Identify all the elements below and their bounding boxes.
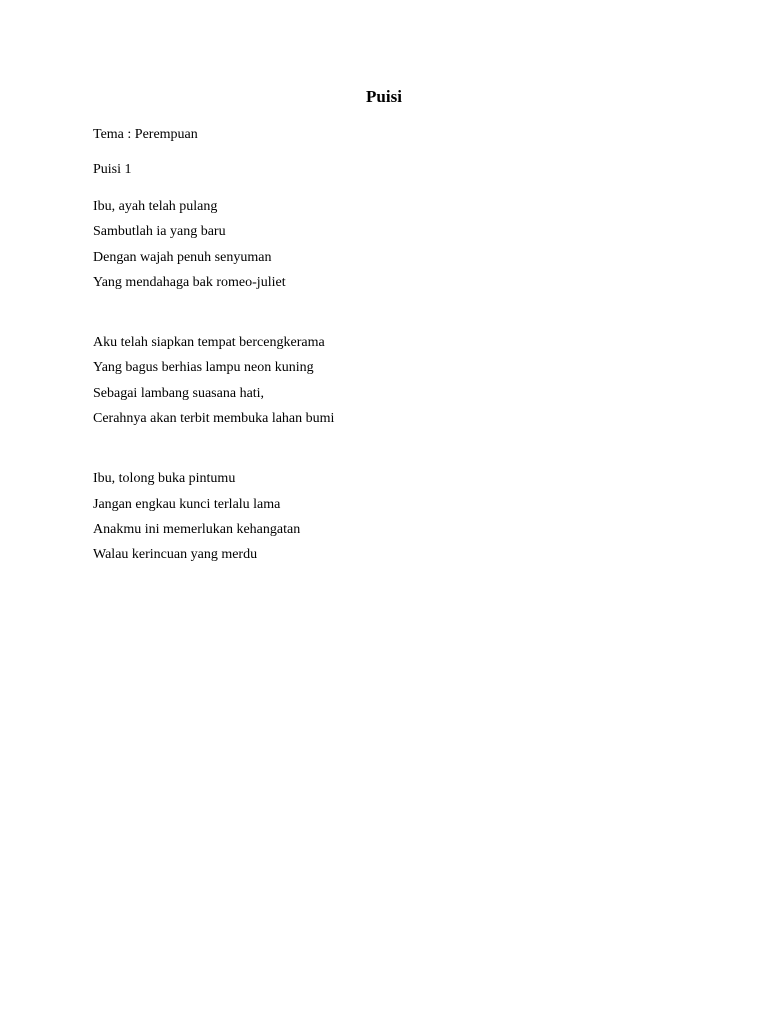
- poem-line: Anakmu ini memerlukan kehangatan: [93, 521, 301, 537]
- poem-line: Dengan wajah penuh senyuman: [93, 249, 272, 265]
- poem-line: Ibu, tolong buka pintumu: [93, 471, 236, 487]
- poem-line: Sambutlah ia yang baru: [93, 224, 226, 240]
- poem-line: Ibu, ayah telah pulang: [93, 199, 218, 214]
- poem-line: Cerahnya akan terbit membuka lahan bumi: [93, 411, 335, 427]
- poem-label: Puisi 1: [93, 162, 132, 177]
- stanza-2: [93, 330, 693, 431]
- poem-line: Walau kerincuan yang merdu: [93, 547, 258, 563]
- theme-line: Tema : Perempuan: [93, 127, 198, 142]
- poem-line: Yang mendahaga bak romeo-juliet: [93, 274, 286, 290]
- stanza-3: [93, 466, 693, 567]
- document-body: [93, 124, 693, 603]
- poem-line: Jangan engkau kunci terlalu lama: [93, 496, 281, 512]
- poem-line: Yang bagus berhias lampu neon kuning: [93, 360, 314, 376]
- poem-line: Sebagai lambang suasana hati,: [93, 385, 265, 401]
- poem-line: Aku telah siapkan tempat bercengkerama: [93, 335, 325, 351]
- stanza-1: [93, 194, 693, 295]
- page-title: Puisi: [366, 87, 402, 106]
